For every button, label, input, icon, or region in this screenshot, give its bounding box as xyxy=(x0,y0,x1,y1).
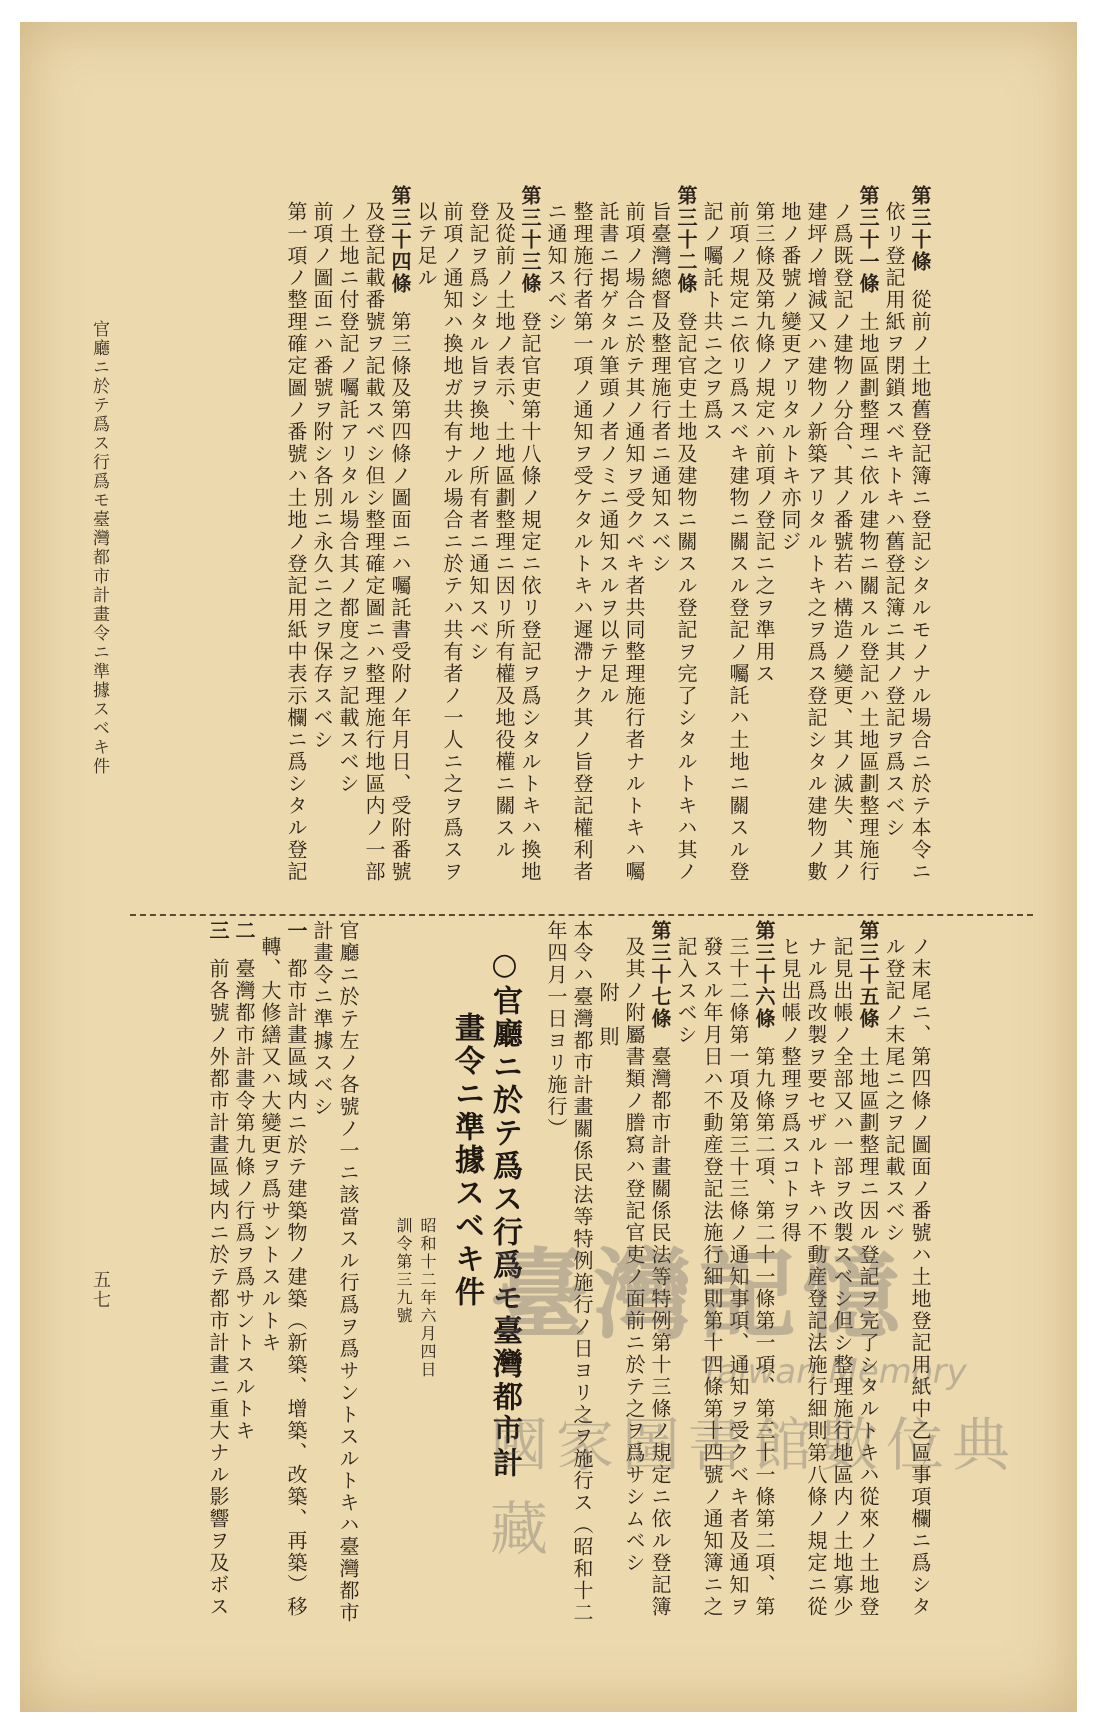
text-column: 第三十條從前ノ土地舊登記簿ニ登記シタルモノナル場合ニ於テ本令ニ xyxy=(908,185,932,883)
text-column: 第三十一條土地區劃整理ニ依ル建物ニ關スル登記ハ土地區劃整理施行 xyxy=(856,185,880,883)
notice-title: 畫令ニ準據スベキ件 xyxy=(449,1012,484,1309)
text-column: 整理施行者第一項ノ通知ヲ受ケタルトキハ遲滯ナク其ノ旨登記權利者 xyxy=(570,201,594,883)
text-column: 及登記載番號ヲ記載スベシ但シ整理確定圖ニハ整理施行地區内ノ一部 xyxy=(362,201,386,883)
text-column: 前項ノ規定ニ依リ爲スベキ建物ニ關スル登記ノ囑託ハ土地ニ關スル登 xyxy=(726,201,750,883)
document-page xyxy=(20,22,1077,1712)
text-column: 旨臺灣總督及整理施行者ニ通知スベシ xyxy=(648,201,672,575)
text-column: 記入スベシ xyxy=(674,936,698,1046)
text-column: 記ノ囑託ト共ニ之ヲ爲ス xyxy=(700,201,724,443)
text-column: 及其ノ附屬書類ノ謄寫ハ登記官吏ノ面前ニ於テ之ヲ爲サシムベシ xyxy=(622,936,646,1574)
text-column: ノ土地ニ付登記ノ囑託アリタル場合其ノ都度之ヲ記載スベシ xyxy=(336,201,360,795)
text-column: 前項ノ通知ハ換地ガ共有ナル場合ニ於テハ共有者ノ一人ニ之ヲ爲スヲ xyxy=(440,201,464,883)
notice-date: 昭和十二年六月四日 xyxy=(418,1217,437,1379)
watermark-main: 臺灣記憶 xyxy=(490,1239,907,1353)
text-column: 地ノ番號ノ變更アリタルトキ亦同ジ xyxy=(778,201,802,553)
section-divider xyxy=(130,914,1033,916)
text-column: 計畫令ニ準據スベシ xyxy=(310,920,334,1118)
text-column: 前項ノ場合ニ於テ其ノ通知ヲ受クベキ者共同整理施行者ナルトキハ囑 xyxy=(622,201,646,883)
text-column: 第三十四條第三條及第四條ノ圖面ニハ囑託書受附ノ年月日、受附番號 xyxy=(388,185,412,883)
list-item: 轉、大修繕又ハ大變更ヲ爲サントスルトキ xyxy=(258,936,282,1354)
text-column: 第三十三條登記官吏第十八條ノ規定ニ依リ登記ヲ爲シタルトキハ換地 xyxy=(518,185,542,883)
text-column: ノ爲既登記ノ建物ノ分合、其ノ番號若ハ構造ノ變更、其ノ滅失、其ノ xyxy=(830,201,854,883)
list-item: 三前各號ノ外都市計畫區域内ニ於テ都市計畫ニ重大ナル影響ヲ及ボス xyxy=(206,920,230,1618)
text-column: 三十二條第一項及第三十三條ノ通知事項、通知ヲ受クベキ者及通知ヲ xyxy=(726,936,750,1618)
list-item: 二臺灣都市計畫令第九條ノ行爲ヲ爲サントスルトキ xyxy=(232,920,256,1442)
watermark-sub: Taiwan Memory xyxy=(700,1352,967,1392)
text-column: ニ通知スベシ xyxy=(544,201,568,333)
text-column: 第三十二條登記官吏土地及建物ニ關スル登記ヲ完了シタルトキハ其ノ xyxy=(674,185,698,883)
text-column: 本令ハ臺灣都市計畫關係民法等特例施行ノ日ヨリ之ヲ施行ス（昭和十二 xyxy=(570,920,594,1624)
text-column: 發スル年月日ハ不動産登記法施行細則第十四條第十四號ノ通知簿ニ之 xyxy=(700,936,724,1618)
page-number: 五七 xyxy=(90,1270,111,1310)
text-column: 第三十六條第九條第二項、第二十一條第一項、第三十一條第二項、第 xyxy=(752,920,776,1618)
order-number: 訓令第三九號 xyxy=(394,1217,413,1325)
text-column: ナル爲改製ヲ要セザルトキハ不動産登記法施行細則第八條ノ規定ニ從 xyxy=(804,936,828,1618)
text-column: 第三十五條土地區劃整理ニ因ル登記ヲ完了シタルトキハ從來ノ土地登 xyxy=(856,920,880,1618)
text-column: 年四月一日ヨリ施行） xyxy=(544,920,568,1140)
supplementary-heading: 附 則 xyxy=(596,982,620,1048)
text-column: ヒ見出帳ノ整理ヲ爲スコトヲ得 xyxy=(778,936,802,1244)
text-column: 登記ヲ爲シタル旨ヲ換地ノ所有者ニ通知スベシ xyxy=(466,201,490,663)
text-column: 建坪ノ增減又ハ建物ノ新築アリタルトキ之ヲ爲ス登記シタル建物ノ數 xyxy=(804,201,828,883)
text-column: 及從前ノ土地ノ表示、土地區劃整理ニ因リ所有權及地役權ニ關スル xyxy=(492,201,516,861)
running-head: 官廳ニ於テ爲ス行爲モ臺灣都市計畫令ニ準據スベキ件 xyxy=(89,320,109,776)
list-item: 一都市計畫區域内ニ於テ建築物ノ建築（新築、增築、改築、再築）移 xyxy=(284,920,308,1618)
text-column: 第一項ノ整理確定圖ノ番號ハ土地ノ登記用紙中表示欄ニ爲シタル登記 xyxy=(284,201,308,883)
text-column: 以テ足ル xyxy=(414,201,438,289)
text-column: 第三條及第九條ノ規定ハ前項ノ登記ニ之ヲ準用ス xyxy=(752,201,776,685)
text-column: 官廳ニ於テ左ノ各號ノ一ニ該當スル行爲ヲ爲サントスルトキハ臺灣都市 xyxy=(336,920,360,1624)
text-column: 第三十七條臺灣都市計畫關係民法等特例第十三條ノ規定ニ依ル登記簿 xyxy=(648,920,672,1618)
text-column: ノ末尾ニ、第四條ノ圖面ノ番號ハ土地登記用紙中乙區事項欄ニ爲シタ xyxy=(908,936,932,1618)
text-column: 記見出帳ノ全部又ハ一部ヲ改製スベシ但シ整理施行地區内ノ土地寡少 xyxy=(830,936,854,1618)
text-column: 託書ニ掲ゲタル筆頭ノ者ノミニ通知スルヲ以テ足ル xyxy=(596,201,620,707)
text-column: 依リ登記用紙ヲ閉鎖スベキトキハ舊登記簿ニ其ノ登記ヲ爲スベシ xyxy=(882,201,906,839)
watermark-org: 國家圖書館數位典藏 xyxy=(490,1411,1019,1563)
text-column: ル登記ノ末尾ニ之ヲ記載スベシ xyxy=(882,936,906,1244)
notice-title: ○官廳ニ於テ爲ス行爲モ臺灣都市計 xyxy=(487,947,522,1480)
text-column: 前項ノ圖面ニハ番號ヲ附シ各別ニ永久ニ之ヲ保存スベシ xyxy=(310,201,334,751)
